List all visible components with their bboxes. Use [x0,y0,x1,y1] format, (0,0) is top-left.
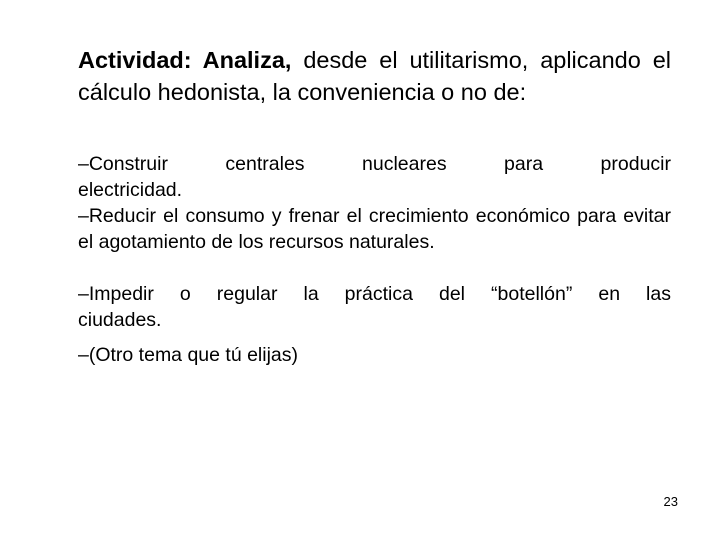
list-item [78,342,671,368]
list-item [78,281,671,333]
list-item-line: electricidad. [78,179,183,201]
list-item-line: ciudades. [78,309,162,331]
list-item-text: –(Otro tema que tú elijas) [78,344,299,366]
activity-heading [78,44,671,108]
activity-instruction: desde el utilitarismo, aplicando el cálculo hedonista, la conveniencia o no de: [78,47,671,105]
activity-label: Actividad: Analiza, [78,47,292,73]
page-number: 23 [663,494,678,509]
list-item [78,151,671,203]
list-item-line: –Impedir o regular la práctica del “botellón” en las [78,283,671,305]
list-item-line: –Construir centrales nucleares para producir [78,153,671,175]
list-item-text: –Reducir el consumo y frenar el crecimiento económico para evitar el agotamiento de los recursos naturales. [78,205,671,253]
list-item [78,203,671,255]
